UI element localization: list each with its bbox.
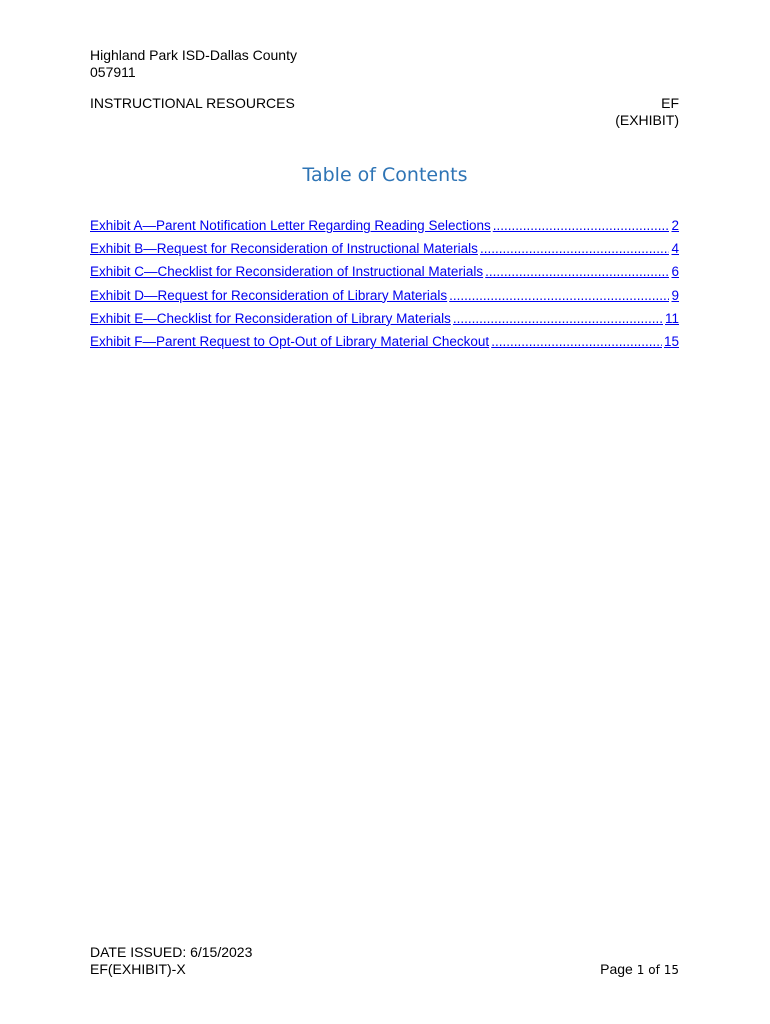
- toc-link-exhibit-d[interactable]: [90, 288, 679, 311]
- toc-title: Table of Contents: [302, 164, 468, 186]
- page-number: [600, 961, 679, 979]
- policy-code-main: EF: [661, 95, 679, 111]
- toc-link-exhibit-b[interactable]: [90, 241, 679, 264]
- toc-link-exhibit-a[interactable]: [90, 218, 679, 241]
- toc-entry-title: Exhibit E—Checklist for Reconsideration of Library Materials: [90, 310, 451, 326]
- toc-leader-dots: [483, 264, 669, 279]
- page-label: Page: [600, 961, 633, 977]
- toc-leader-dots: [478, 241, 670, 256]
- district-name: Highland Park ISD-Dallas County: [90, 47, 297, 63]
- toc-link-exhibit-f[interactable]: [90, 334, 679, 357]
- district-code: 057911: [90, 64, 136, 80]
- policy-code-sub: (EXHIBIT): [615, 112, 679, 128]
- toc-link-exhibit-c[interactable]: [90, 264, 679, 287]
- toc-entry-page: 15: [663, 333, 679, 349]
- toc-entry-title: Exhibit B—Request for Reconsideration of Instructional Materials: [90, 241, 478, 257]
- toc-entry-title: Exhibit C—Checklist for Reconsideration of Instructional Materials: [90, 264, 484, 280]
- toc-entry-title: Exhibit D—Request for Reconsideration of Library Materials: [90, 287, 448, 303]
- toc-leader-dots: [489, 334, 662, 349]
- toc-entry-title: Exhibit F—Parent Request to Opt-Out of Library Material Checkout: [90, 333, 490, 349]
- toc-entry-page: 4: [671, 241, 679, 257]
- policy-code: [615, 95, 679, 129]
- document-header-district: [90, 47, 297, 81]
- page-of: of: [648, 963, 660, 977]
- date-issued: DATE ISSUED: 6/15/2023: [90, 944, 253, 960]
- toc-entry-page: 6: [671, 264, 679, 280]
- section-title: INSTRUCTIONAL RESOURCES: [90, 95, 295, 111]
- document-footer: [90, 944, 252, 978]
- page-total: 15: [663, 963, 679, 977]
- toc-entry-page: 2: [671, 218, 679, 233]
- toc-leader-dots: [491, 218, 670, 233]
- page-current: 1: [636, 963, 645, 977]
- table-of-contents: [90, 218, 679, 357]
- toc-link-exhibit-e[interactable]: [90, 311, 679, 334]
- document-code: EF(EXHIBIT)-X: [90, 961, 186, 977]
- toc-entry-page: 9: [671, 287, 679, 303]
- toc-leader-dots: [451, 311, 663, 326]
- toc-entry-page: 11: [664, 310, 679, 326]
- toc-entry-title: Exhibit A—Parent Notification Letter Regarding Reading Selections: [90, 218, 491, 233]
- toc-leader-dots: [447, 288, 669, 303]
